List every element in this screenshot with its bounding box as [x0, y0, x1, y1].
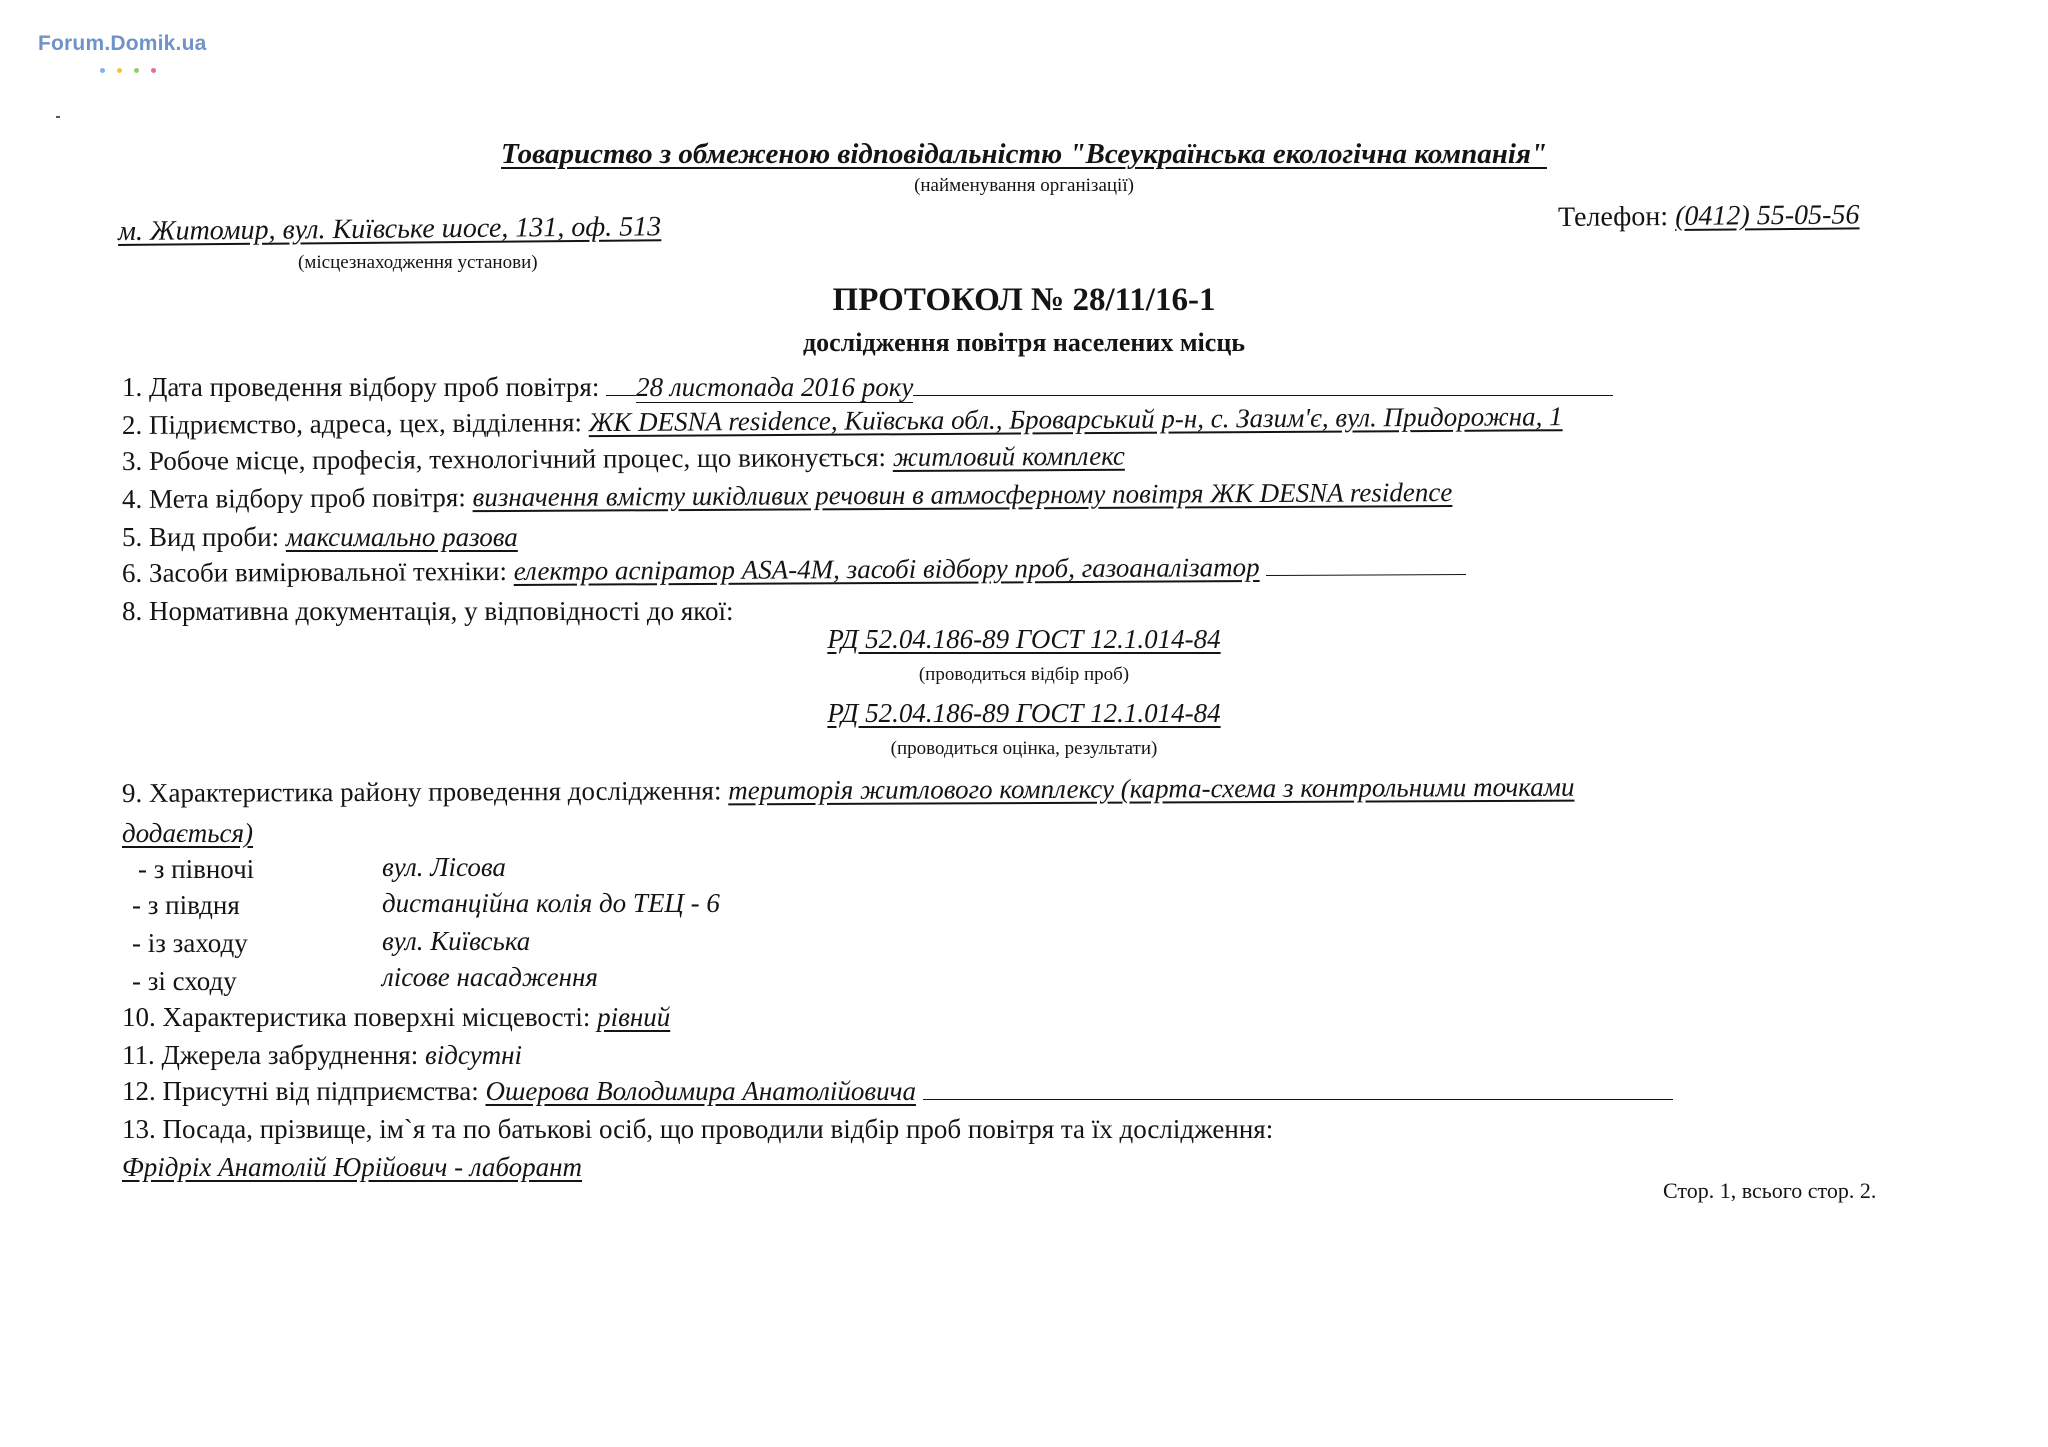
item-13-value-row	[122, 1152, 582, 1183]
scan-speck	[56, 116, 60, 118]
phone	[1558, 199, 1860, 234]
organization-caption: (найменування організації)	[914, 175, 1134, 196]
direction-south-label: - з півдня	[132, 890, 240, 920]
fill-line	[913, 394, 1613, 396]
watermark-dot	[134, 68, 139, 73]
item-10-label: 10. Характеристика поверхні місцевості:	[122, 1002, 591, 1032]
direction-east-label: - зі сходу	[132, 966, 237, 996]
document-title: ПРОТОКОЛ № 28/11/16-1	[832, 282, 1216, 318]
item-6-value: електро аспіратор АSА-4М, засобі відбору проб, газоаналізатор	[513, 552, 1260, 586]
item-8-standard-sampling: РД 52.04.186-89 ГОСТ 12.1.014-84	[827, 624, 1221, 654]
item-3-value: житловий комплекс	[892, 440, 1125, 472]
direction-east-value: лісове насадження	[382, 962, 598, 992]
item-2-label: 2. Підриємство, адреса, цех, відділення:	[121, 407, 583, 440]
item-2	[122, 401, 1563, 441]
item-12-value: Ошерова Володимира Анатолійовича	[485, 1076, 916, 1106]
watermark-logo: Forum.Domik.ua	[38, 32, 207, 55]
item-10-value: рівний	[597, 1002, 671, 1032]
item-11	[122, 1040, 522, 1071]
item-11-value: відсутні	[424, 1040, 523, 1070]
item-9-label: 9. Характеристика району проведення дослідження:	[121, 775, 722, 808]
item-8-label: 8. Нормативна документація, у відповідності до якої:	[122, 596, 734, 626]
item-1-label: 1. Дата проведення відбору проб повітря:	[122, 372, 600, 402]
item-4-value: визначення вмісту шкідливих речовин в атмосферному повітря ЖК DESNA residence	[472, 477, 1453, 513]
item-9-value: територія житлового комплексу (карта-схема з контрольними точками	[728, 771, 1575, 806]
item-13-label: 13. Посада, прізвище, ім`я та по батькові осіб, що проводили відбір проб повітря та їх дослідження:	[122, 1114, 1274, 1144]
document-subtitle: дослідження повітря населених місць	[802, 328, 1246, 357]
item-11-label: 11. Джерела забруднення:	[122, 1040, 419, 1070]
item-5-label: 5. Вид проби:	[122, 522, 280, 552]
item-8-caption-evaluation: (проводиться оцінка, результати)	[890, 738, 1158, 759]
watermark-dot	[117, 68, 122, 73]
item-13	[122, 1114, 1273, 1145]
fill-line	[923, 1098, 1673, 1100]
address-caption: (місцезнаходження установи)	[298, 252, 538, 273]
direction-west-label: - із заходу	[132, 928, 248, 958]
item-6	[122, 551, 1466, 589]
phone-label: Телефон:	[1557, 201, 1669, 233]
direction-north-value: вул. Лісова	[382, 852, 506, 882]
direction-south-value: дистанційна колія до ТЕЦ - 6	[382, 888, 720, 918]
address: м. Житомир, вул. Київське шосе, 131, оф. 513	[117, 211, 662, 247]
item-3	[122, 441, 1125, 477]
page-number: Стор. 1, всього стор. 2.	[1663, 1178, 1877, 1203]
item-1	[122, 372, 1613, 403]
item-2-value: ЖК DESNA residence, Київська обл., Броварський р-н, с. Зазим'є, вул. Придорожна, 1	[588, 401, 1563, 438]
item-1-value: 28 листопада 2016 року	[636, 372, 914, 402]
item-6-label: 6. Засоби вимірювальної техніки:	[121, 555, 508, 588]
direction-west-value: вул. Київська	[382, 926, 531, 956]
organization-name: Товариство з обмеженою відповідальністю "Всеукраїнська екологічна компанія"	[501, 138, 1547, 170]
item-8	[122, 596, 734, 627]
item-4	[122, 477, 1453, 515]
item-9-value-cont: додається)	[122, 818, 254, 848]
item-10	[122, 1002, 670, 1033]
item-13-value: Фрідріх Анатолій Юрійович - лаборант	[122, 1152, 583, 1182]
fill-line	[1266, 573, 1466, 576]
direction-north-label: - з півночі	[138, 854, 255, 884]
watermark-dot	[151, 68, 156, 73]
phone-value: (0412) 55-05-56	[1674, 199, 1860, 232]
item-12-label: 12. Присутні від підприємства:	[122, 1076, 479, 1106]
item-8-standard-evaluation: РД 52.04.186-89 ГОСТ 12.1.014-84	[827, 698, 1221, 728]
watermark-dot	[100, 68, 105, 73]
item-9	[122, 772, 1575, 809]
item-3-label: 3. Робоче місце, професія, технологічний процес, що виконується:	[121, 441, 887, 476]
item-12	[122, 1076, 1673, 1107]
item-8-caption-sampling: (проводиться відбір проб)	[918, 664, 1130, 685]
watermark-dots	[100, 60, 168, 78]
fill-line	[606, 394, 636, 396]
item-5	[122, 522, 518, 553]
item-4-label: 4. Мета відбору проб повітря:	[121, 482, 466, 514]
item-5-value: максимально разова	[285, 522, 518, 552]
item-9-continued	[122, 818, 253, 849]
